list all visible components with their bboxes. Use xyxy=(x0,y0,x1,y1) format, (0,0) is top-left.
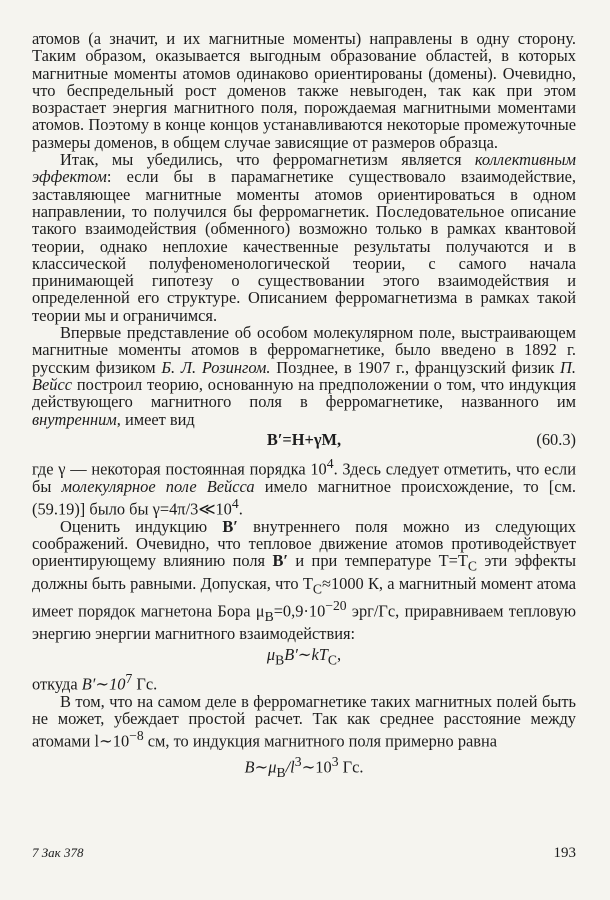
printer-signature: 7 Зак 378 xyxy=(32,845,84,860)
paragraph-result xyxy=(32,670,576,693)
italic-term: внутренним xyxy=(32,409,117,429)
italic-name: П. Вейсс xyxy=(32,357,576,394)
subscript: B xyxy=(275,652,285,668)
paragraph-calculation xyxy=(32,693,576,750)
subscript: C xyxy=(327,652,338,668)
text-run: Гс. xyxy=(132,674,158,694)
italic-term: молекулярное поле Вейсса xyxy=(61,476,255,496)
text-run: =0,9·10 xyxy=(273,601,326,621)
formula-60-3 xyxy=(32,431,576,451)
formula-induction xyxy=(32,753,576,780)
superscript: 4 xyxy=(326,455,334,471)
subscript: B xyxy=(276,764,286,780)
formula-part: B′∼kT xyxy=(284,644,328,664)
italic-expression: B′∼10 xyxy=(81,674,126,694)
formula-part: Гс. xyxy=(338,757,364,777)
paragraph-text: атомов (а значит, и их магнитные моменты) направлены в одну сторону. Таким образом, оказывается выгодным образование областей, в которых магнитные моменты атомов одинаково ориентированы (домены). Очевидно, что беспредельный рост доменов также невыгоден, так как при этом возрастает энергия магнитного поля, порождаемая магнитными моментами атомов. Поэтому в конце концов устанавливаются некоторые промежуточные размеры доменов, в общем случае зависящие от размеров образца. xyxy=(32,29,576,152)
text-run: построил теорию, основанную на предположении о том, что индукция действующего магнитного поля в ферромагнетике, названного им xyxy=(32,374,576,412)
superscript: 7 xyxy=(125,670,133,686)
formula-expression xyxy=(245,753,364,781)
text-run: . xyxy=(238,499,243,519)
formula-number: (60.3) xyxy=(536,429,576,449)
text-run: откуда xyxy=(32,674,82,694)
text-run: ≈1000 К, а магнитный момент атома имеет порядок магнетона Бора μ xyxy=(32,573,576,621)
text-run: , имеет вид xyxy=(116,409,195,429)
formula-part: , xyxy=(337,644,342,664)
paragraph-collective xyxy=(32,151,576,324)
text-run: эти эффекты должны быть равными. Допуская, что T xyxy=(32,551,576,593)
text-run: имело магнитное происхождение, то [см. (59.19)] было бы γ=4π/3≪10 xyxy=(32,476,576,519)
formula-part: μ xyxy=(266,644,276,664)
text-run: : если бы в парамагнетике существовало взаимодействие, заставляющее магнитные моменты атомов ориентироваться в одном направлении, то получился бы ферромагнетик. Последовательное описание такого взаимодействия (обменного) возможно только в рамках квантовой теории, однако неплохие качественные результаты получаются и в классической полуфеноменологической теории, с самого начала принимающей гипотезу о существовании этого взаимодействия и определенной его структуре. Описанием ферромагнетизма в рамках такой теории мы и ограничимся. xyxy=(32,167,576,325)
page-number: 193 xyxy=(553,845,576,861)
page-body xyxy=(32,29,577,780)
bold-symbol: B′ xyxy=(272,551,289,571)
formula-part: /l xyxy=(285,757,295,777)
paragraph-domains xyxy=(32,30,576,151)
subscript: C xyxy=(467,558,477,574)
formula-part: B∼μ xyxy=(244,757,277,777)
bold-symbol: B′ xyxy=(222,516,238,536)
text-run: . Здесь следует отметить, что если бы xyxy=(32,459,576,496)
superscript: −20 xyxy=(325,598,347,614)
text-run: внутреннего поля можно из следующих соображений. Очевидно, что тепловое движение атомов противодействует ориентирующему влиянию поля xyxy=(32,516,577,571)
italic-term: коллективным эффектом xyxy=(32,150,576,187)
formula-expression: B′=H+γM, xyxy=(266,429,342,449)
text-run: В том, что на самом деле в ферромагнетике таких магнитных полей быть не может, убеждает простой расчет. Так как среднее расстояние между атомами l∼10 xyxy=(32,691,576,751)
superscript: 3 xyxy=(331,753,339,769)
superscript: 3 xyxy=(294,753,302,769)
text-run: Позднее, в 1907 г., французский физик xyxy=(270,357,561,377)
superscript: −8 xyxy=(129,728,144,744)
superscript: 4 xyxy=(231,495,239,511)
text-run: и при температуре T=T xyxy=(288,551,468,571)
text-run: см, то индукция магнитного поля примерно равна xyxy=(143,731,498,751)
paragraph-estimate xyxy=(32,518,576,643)
italic-name: Б. Л. Розингом. xyxy=(161,357,271,377)
text-run: Впервые представление об особом молекулярном поле, выстраивающем магнитные моменты атомов в ферромагнетике, было введено в 1892 г. русским физиком xyxy=(32,323,576,377)
formula-expression xyxy=(267,646,341,669)
text-run: где γ — некоторая постоянная порядка 10 xyxy=(32,459,327,479)
formula-energy xyxy=(32,646,576,666)
text-run: Итак, мы убедились, что ферромагнетизм является xyxy=(60,150,475,170)
subscript: C xyxy=(312,581,322,597)
text-run: эрг/Гс, приравниваем тепловую энергию энергии магнитного взаимодействия: xyxy=(32,601,576,644)
paragraph-gamma xyxy=(32,455,576,518)
formula-part: ∼10 xyxy=(301,757,332,777)
paragraph-history xyxy=(32,324,576,428)
text-run: Оценить индукцию xyxy=(60,516,223,536)
subscript: B xyxy=(264,609,274,625)
